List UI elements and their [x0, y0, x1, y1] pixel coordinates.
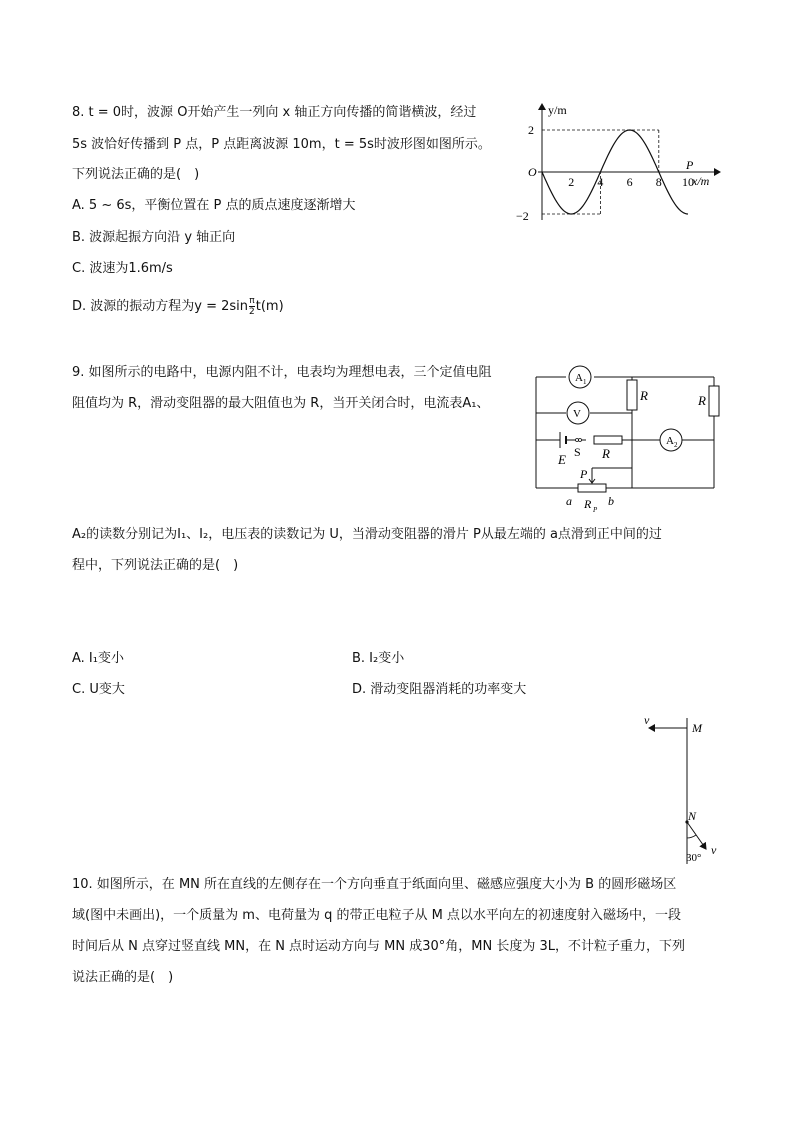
q8-option-b: B. 波源起振方向沿 y 轴正向 — [72, 230, 236, 245]
q9-stem-line3: A₂的读数分别记为I₁、I₂，电压表的读数记为 U，当滑动变阻器的滑片 P从最左端的 a点滑到正中间的过 — [72, 527, 662, 542]
q8-option-d-fraction — [249, 296, 255, 317]
slider-label: P — [580, 467, 588, 481]
x-tick-label: 8 — [655, 175, 662, 189]
q8-option-a: A. 5 ~ 6s，平衡位置在 P 点的质点速度逐渐增大 — [72, 198, 356, 213]
q9-option-c: C. U变大 — [72, 682, 125, 697]
q9-option-d: D. 滑动变阻器消耗的功率变大 — [352, 682, 527, 697]
x-tick-label: 4 — [597, 175, 604, 189]
q8-option-c: C. 波速为1.6m/s — [72, 261, 173, 276]
resistor-horizontal-label: R — [602, 446, 610, 461]
q8-stem-line2: 5s 波恰好传播到 P 点，P 点距离波源 10m，t = 5s时波形图如图所示。 — [72, 137, 491, 152]
switch-contact-right — [579, 439, 582, 442]
exit-velocity-arrow — [687, 822, 706, 849]
battery-label: E — [558, 452, 566, 467]
q8-option-d-suffix: t(m) — [255, 299, 284, 314]
y-min-label: −2 — [516, 209, 529, 223]
rheostat-sub: P — [593, 506, 598, 514]
angle-arc — [687, 835, 696, 838]
ammeter-a1-label: A — [575, 372, 583, 384]
resistor-horizontal — [594, 436, 622, 444]
x-tick-label: 2 — [568, 175, 575, 189]
q10-stem-line4: 说法正确的是( ) — [72, 970, 174, 985]
resistor-right-body — [709, 386, 719, 416]
q8-stem-line3: 下列说法正确的是( ) — [72, 167, 200, 182]
end-b-label: b — [608, 494, 614, 508]
q9-stem-line4: 程中，下列说法正确的是( ) — [72, 558, 239, 573]
slider-arrow — [589, 472, 595, 483]
ammeter-a1-sub: 1 — [583, 378, 587, 386]
mn-figure — [640, 714, 730, 866]
q9-stem-line2: 阻值均为 R，滑动变阻器的最大阻值也为 R，当开关闭合时，电流表A₁、 — [72, 396, 490, 411]
q8-option-d-frac-num: π — [249, 296, 255, 306]
q8-stem-line1: 8. t = 0时，波源 O开始产生一列向 x 轴正方向传播的简谐横波，经过 — [72, 105, 477, 120]
ammeter-a2-label: A — [666, 435, 674, 447]
rheostat — [578, 484, 606, 492]
q8-option-d-prefix: D. 波源的振动方程为y = 2sin — [72, 299, 249, 314]
q9-option-a: A. I₁变小 — [72, 651, 124, 666]
q8-option-d — [72, 296, 284, 317]
q10-stem-line3: 时间后从 N 点穿过竖直线 MN，在 N 点时运动方向与 MN 成30°角，MN 长度为 3L，不计粒子重力，下列 — [72, 939, 686, 954]
y-axis-label: y/m — [548, 103, 567, 117]
voltmeter-label: V — [573, 408, 581, 420]
q9-option-b: B. I₂变小 — [352, 651, 405, 666]
q8-option-d-frac-den: 2 — [249, 307, 255, 317]
wave-graph — [510, 98, 730, 228]
rheostat-label: R — [584, 497, 592, 511]
ammeter-a2-sub: 2 — [674, 441, 678, 449]
q9-stem-line1: 9. 如图所示的电路中，电源内阻不计，电表均为理想电表，三个定值电阻 — [72, 365, 492, 380]
x-tick-label: 6 — [626, 175, 633, 189]
resistor-middle-label: R — [640, 388, 648, 403]
x-tick-labels — [568, 175, 694, 189]
point-m-label: M — [692, 721, 702, 735]
point-p-label: P — [686, 158, 694, 172]
switch-label: S — [574, 445, 581, 459]
origin-label: O — [528, 165, 537, 179]
end-a-label: a — [566, 494, 572, 508]
point-n-label: N — [688, 809, 697, 823]
y-max-label: 2 — [528, 123, 534, 137]
resistor-middle — [627, 380, 637, 410]
resistor-right-label: R — [698, 393, 706, 408]
velocity-label-2: v — [711, 843, 717, 857]
q10-stem-line1: 10. 如图所示，在 MN 所在直线的左侧存在一个方向垂直于纸面向里、磁感应强度大小为 B 的圆形磁场区 — [72, 877, 677, 892]
angle-label: 30° — [686, 852, 702, 864]
x-tick-label: 10 — [682, 175, 694, 189]
x-axis-label: x/m — [692, 174, 710, 188]
q10-stem-line2: 域(图中未画出)，一个质量为 m、电荷量为 q 的带正电粒子从 M 点以水平向左的初速度射入磁场中，一段 — [72, 908, 681, 923]
velocity-label-1: v — [644, 713, 650, 727]
circuit-diagram — [530, 364, 720, 514]
switch-contact-left — [576, 439, 579, 442]
